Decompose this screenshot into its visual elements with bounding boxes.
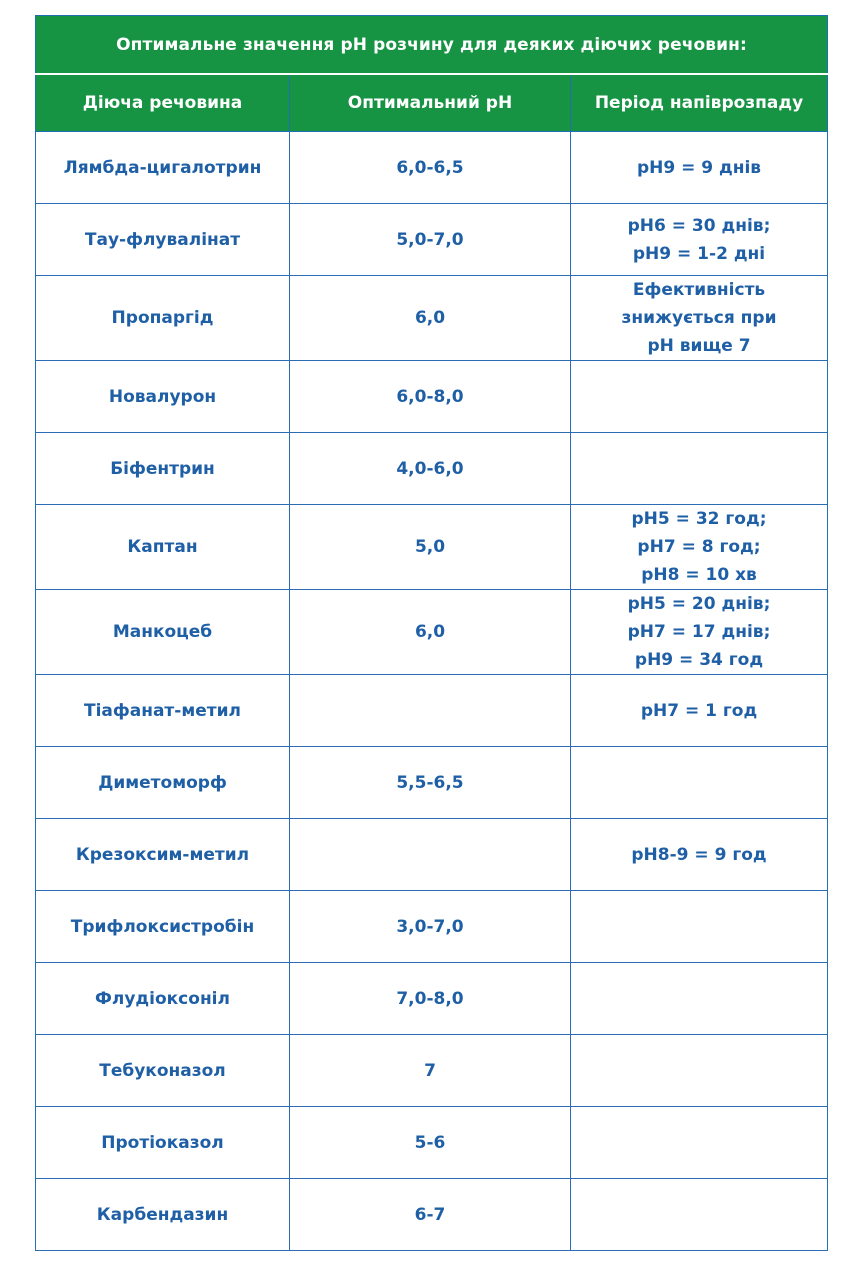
substance-cell: Тебуконазол: [36, 1035, 290, 1107]
table-row: [36, 361, 828, 433]
substance-cell: Лямбда-цигалотрин: [36, 132, 290, 204]
ph-cell: [290, 675, 571, 747]
ph-cell: 6,0-6,5: [290, 132, 571, 204]
half-life-cell: [571, 361, 828, 433]
column-header-half-life: Період напіврозпаду: [571, 74, 828, 132]
half-life-cell: [571, 1035, 828, 1107]
half-life-cell: [571, 1107, 828, 1179]
ph-cell: 6-7: [290, 1179, 571, 1251]
substance-cell: Пропаргід: [36, 276, 290, 361]
table-row: [36, 276, 828, 361]
ph-cell: 5-6: [290, 1107, 571, 1179]
ph-table-container: [35, 15, 827, 1251]
substance-cell: Флудіоксоніл: [36, 963, 290, 1035]
half-life-cell: [571, 747, 828, 819]
half-life-cell: [571, 1179, 828, 1251]
half-life-cell: [571, 963, 828, 1035]
ph-cell: 4,0-6,0: [290, 433, 571, 505]
table-caption-row: [36, 16, 828, 75]
ph-table: [35, 15, 828, 1251]
table-row: [36, 505, 828, 590]
table-row: [36, 675, 828, 747]
table-row: [36, 590, 828, 675]
half-life-cell: pH5 = 20 днів; pH7 = 17 днів; pH9 = 34 год: [571, 590, 828, 675]
substance-cell: Манкоцеб: [36, 590, 290, 675]
substance-cell: Біфентрин: [36, 433, 290, 505]
substance-cell: Трифлоксистробін: [36, 891, 290, 963]
table-row: [36, 433, 828, 505]
ph-cell: 6,0: [290, 590, 571, 675]
table-row: [36, 132, 828, 204]
table-row: [36, 747, 828, 819]
half-life-cell: Ефективність знижується при pH вище 7: [571, 276, 828, 361]
substance-cell: Каптан: [36, 505, 290, 590]
ph-cell: 7: [290, 1035, 571, 1107]
table-header-row: [36, 74, 828, 132]
table-row: [36, 204, 828, 276]
ph-cell: 5,5-6,5: [290, 747, 571, 819]
table-caption: Оптимальне значення pH розчину для деяких діючих речовин:: [36, 16, 828, 75]
table-row: [36, 891, 828, 963]
ph-cell: 6,0: [290, 276, 571, 361]
substance-cell: Диметоморф: [36, 747, 290, 819]
half-life-cell: pH5 = 32 год; pH7 = 8 год; pH8 = 10 хв: [571, 505, 828, 590]
half-life-cell: pH8-9 = 9 год: [571, 819, 828, 891]
column-header-substance: Діюча речовина: [36, 74, 290, 132]
table-row: [36, 963, 828, 1035]
table-row: [36, 1035, 828, 1107]
substance-cell: Крезоксим-метил: [36, 819, 290, 891]
half-life-cell: pH9 = 9 днів: [571, 132, 828, 204]
ph-cell: 7,0-8,0: [290, 963, 571, 1035]
ph-cell: [290, 819, 571, 891]
half-life-cell: [571, 891, 828, 963]
half-life-cell: pH7 = 1 год: [571, 675, 828, 747]
substance-cell: Протіоказол: [36, 1107, 290, 1179]
table-row: [36, 1107, 828, 1179]
substance-cell: Карбендазин: [36, 1179, 290, 1251]
ph-cell: 5,0-7,0: [290, 204, 571, 276]
ph-cell: 5,0: [290, 505, 571, 590]
substance-cell: Новалурон: [36, 361, 290, 433]
substance-cell: Тіафанат-метил: [36, 675, 290, 747]
column-header-ph: Оптимальний pH: [290, 74, 571, 132]
substance-cell: Тау-флувалінат: [36, 204, 290, 276]
table-row: [36, 819, 828, 891]
table-row: [36, 1179, 828, 1251]
half-life-cell: [571, 433, 828, 505]
ph-cell: 3,0-7,0: [290, 891, 571, 963]
ph-cell: 6,0-8,0: [290, 361, 571, 433]
half-life-cell: pH6 = 30 днів; pH9 = 1-2 дні: [571, 204, 828, 276]
